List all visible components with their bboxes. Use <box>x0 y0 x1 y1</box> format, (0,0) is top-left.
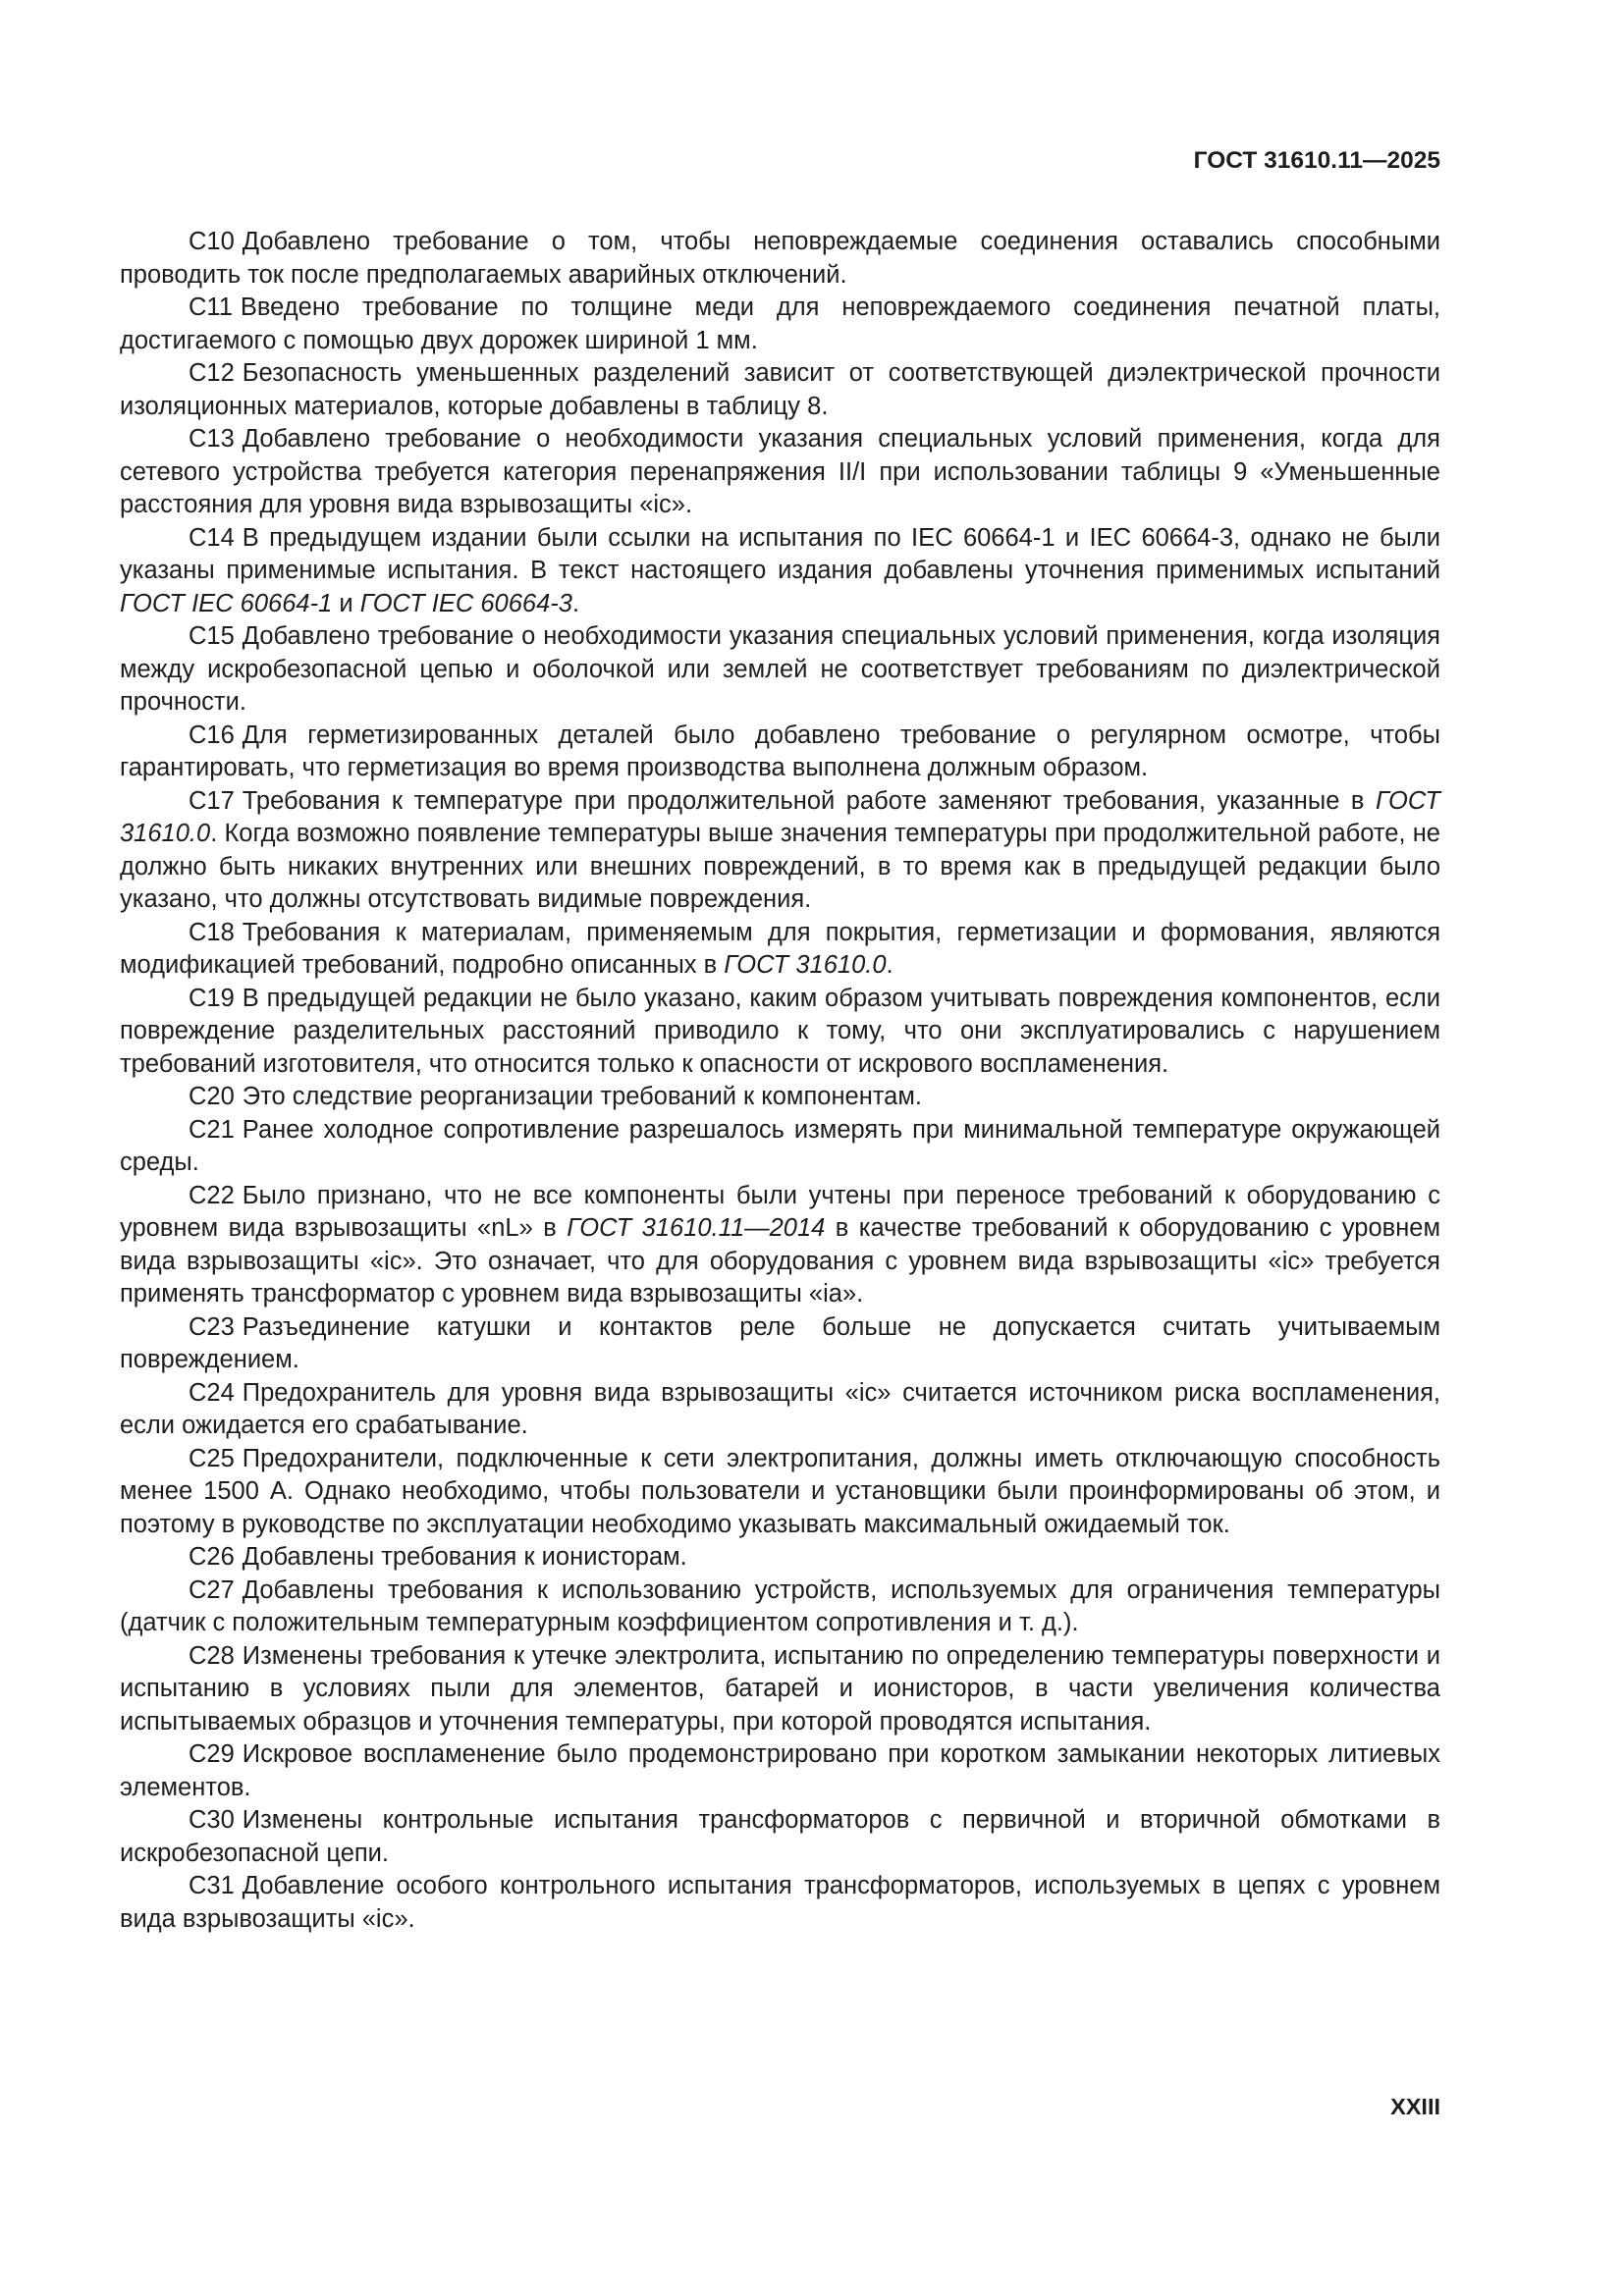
change-note-paragraph <box>120 226 1440 292</box>
change-note-code: С24 <box>189 1378 235 1407</box>
change-note-text: Добавлено требование о необходимости указания специальных условий применения, когда для сетевого устройства требуется категория перенапряжения II/I при использовании таблицы 9 «Уменьшенные расстояния для уровня вида взрывозащиты «ic». <box>120 425 1440 518</box>
change-note-paragraph <box>120 1541 1440 1575</box>
change-note-paragraph <box>120 1640 1440 1739</box>
change-note-paragraph <box>120 917 1440 983</box>
change-note-code: С23 <box>189 1312 235 1341</box>
change-note-text: Требования к материалам, применяемым для покрытия, герметизации и формования, являются модификацией требований, подробно описанных в <box>120 918 1440 979</box>
change-note-code: С21 <box>189 1115 235 1144</box>
change-note-paragraph <box>120 785 1440 917</box>
change-note-code: С19 <box>189 984 235 1012</box>
change-note-paragraph <box>120 1804 1440 1870</box>
change-note-text: Это следствие реорганизации требований к компонентам. <box>242 1083 922 1110</box>
change-note-paragraph <box>120 1575 1440 1640</box>
change-note-paragraph <box>120 357 1440 423</box>
document-body <box>120 226 1440 1936</box>
change-note-paragraph <box>120 1180 1440 1311</box>
change-note-paragraph <box>120 620 1440 720</box>
standard-reference: ГОСТ 31610.11—2014 <box>567 1214 826 1242</box>
change-note-paragraph <box>120 1870 1440 1936</box>
change-note-text: Изменены контрольные испытания трансформаторов с первичной и вторичной обмотками в искробезопасной цепи. <box>120 1806 1440 1867</box>
change-note-text: . <box>886 951 893 979</box>
change-note-text: Добавление особого контрольного испытания трансформаторов, используемых в цепях с уровнем вида взрывозащиты «ic». <box>120 1872 1440 1933</box>
change-note-paragraph <box>120 1114 1440 1180</box>
standard-reference: ГОСТ 31610.0 <box>120 786 1440 847</box>
standard-reference: ГОСТ IEC 60664-1 <box>120 589 333 617</box>
change-note-text: Добавлены требования к ионисторам. <box>242 1543 687 1571</box>
change-note-text: В предыдущей редакции не было указано, каким образом учитывать повреждения компонентов, если повреждение разделительных расстояний приводило к тому, что они эксплуатировались с нарушением требований изготовителя, что относится только к опасности от искрового воспламенения. <box>120 984 1440 1078</box>
change-note-code: С27 <box>189 1575 235 1604</box>
standard-reference: ГОСТ IEC 60664-3 <box>359 589 572 617</box>
change-note-code: С16 <box>189 721 235 749</box>
change-note-code: С10 <box>189 228 235 255</box>
change-note-text: Изменены требования к утечке электролита, испытанию по определению температуры поверхности и испытанию в условиях пыли для элементов, батарей и ионисторов, в части увеличения количества испытываемых образцов и уточнения температуры, при которой проводятся испытания. <box>120 1641 1440 1735</box>
change-note-code: С25 <box>189 1444 235 1472</box>
change-note-paragraph <box>120 423 1440 522</box>
change-note-text: Разъединение катушки и контактов реле больше не допускается считать учитываемым повреждением. <box>120 1312 1440 1373</box>
change-note-code: С12 <box>189 359 235 387</box>
change-note-text: Предохранители, подключенные к сети электропитания, должны иметь отключающую способность менее 1500 А. Однако необходимо, чтобы пользователи и установщики были проинформированы об этом, и поэтому в руководстве по эксплуатации необходимо указывать максимальный ожидаемый ток. <box>120 1444 1440 1538</box>
change-note-paragraph <box>120 1377 1440 1443</box>
standard-reference: ГОСТ 31610.0 <box>724 951 887 979</box>
change-note-code: С15 <box>189 622 235 650</box>
change-note-paragraph <box>120 292 1440 357</box>
change-note-text: Искровое воспламенение было продемонстрировано при коротком замыкании некоторых литиевых элементов. <box>120 1740 1440 1801</box>
change-note-text: . <box>571 589 580 617</box>
change-note-text: Добавлено требование о необходимости указания специальных условий применения, когда изоляция между искробезопасной цепью и оболочкой или землей не соответствует требованиям по диэлектрической прочности. <box>120 622 1440 716</box>
change-note-code: С20 <box>189 1083 235 1110</box>
change-note-code: С30 <box>189 1806 235 1834</box>
document-header: ГОСТ 31610.11—2025 <box>1193 147 1440 174</box>
change-note-paragraph <box>120 1081 1440 1114</box>
change-note-code: С29 <box>189 1740 235 1768</box>
change-note-text: Ранее холодное сопротивление разрешалось измерять при минимальной температуре окружающей среды. <box>120 1115 1440 1176</box>
change-note-code: С11 <box>189 294 233 321</box>
change-note-text: Предохранитель для уровня вида взрывозащиты «ic» считается источником риска воспламенения, если ожидается его срабатывание. <box>120 1378 1440 1439</box>
page-number: XXIII <box>1390 2094 1440 2119</box>
change-note-code: С17 <box>189 786 235 815</box>
change-note-text: Добавлены требования к использованию устройств, используемых для ограничения температуры (датчик с положительным температурным коэффициентом сопротивления и т. д.). <box>120 1575 1440 1636</box>
change-note-paragraph <box>120 720 1440 785</box>
change-note-text: . Когда возможно появление температуры выше значения температуры при продолжительной работе, не должно быть никаких внутренних или внешних повреждений, в то время как в предыдущей редакции было указано, что должны отсутствовать видимые повреждения. <box>120 820 1440 913</box>
change-note-paragraph <box>120 1443 1440 1542</box>
change-note-paragraph <box>120 983 1440 1082</box>
change-note-text: Введено требование по толщине меди для неповреждаемого соединения печатной платы, достигаемого с помощью двух дорожек шириной 1 мм. <box>120 294 1440 354</box>
change-note-text: в качестве требований к оборудованию с уровнем вида взрывозащиты «ic». Это означает, что для оборудования с уровнем вида взрывозащиты «ic» требуется применять трансформатор с уровнем вида взрывозащиты «ia». <box>120 1214 1440 1308</box>
change-note-paragraph <box>120 1311 1440 1377</box>
change-note-code: С28 <box>189 1641 235 1670</box>
change-note-text: и <box>332 589 360 617</box>
change-note-text: Требования к температуре при продолжительной работе заменяют требования, указанные в <box>242 786 1376 815</box>
change-note-text: Добавлено требование о том, чтобы неповреждаемые соединения оставались способными проводить ток после предполагаемых аварийных отключений. <box>120 228 1440 289</box>
change-note-text: Безопасность уменьшенных разделений зависит от соответствующей диэлектрической прочности изоляционных материалов, которые добавлены в таблицу 8. <box>120 359 1440 420</box>
change-note-code: С14 <box>189 523 235 552</box>
change-note-paragraph <box>120 522 1440 621</box>
change-note-code: С13 <box>189 425 235 453</box>
change-note-text: Для герметизированных деталей было добавлено требование о регулярном осмотре, чтобы гарантировать, что герметизация во время производства выполнена должным образом. <box>120 721 1440 781</box>
change-note-paragraph <box>120 1738 1440 1804</box>
change-note-text: В предыдущем издании были ссылки на испытания по IEC 60664-1 и IEC 60664-3, однако не были указаны применимые испытания. В текст настоящего издания добавлены уточнения применимых испытаний <box>120 523 1440 584</box>
change-note-text: Было признано, что не все компоненты были учтены при переносе требований к оборудованию с уровнем вида взрывозащиты «nL» в <box>120 1181 1440 1242</box>
change-note-code: С26 <box>189 1543 235 1571</box>
change-note-code: С18 <box>189 918 235 946</box>
change-note-code: С22 <box>189 1181 235 1209</box>
change-note-code: С31 <box>189 1872 235 1899</box>
